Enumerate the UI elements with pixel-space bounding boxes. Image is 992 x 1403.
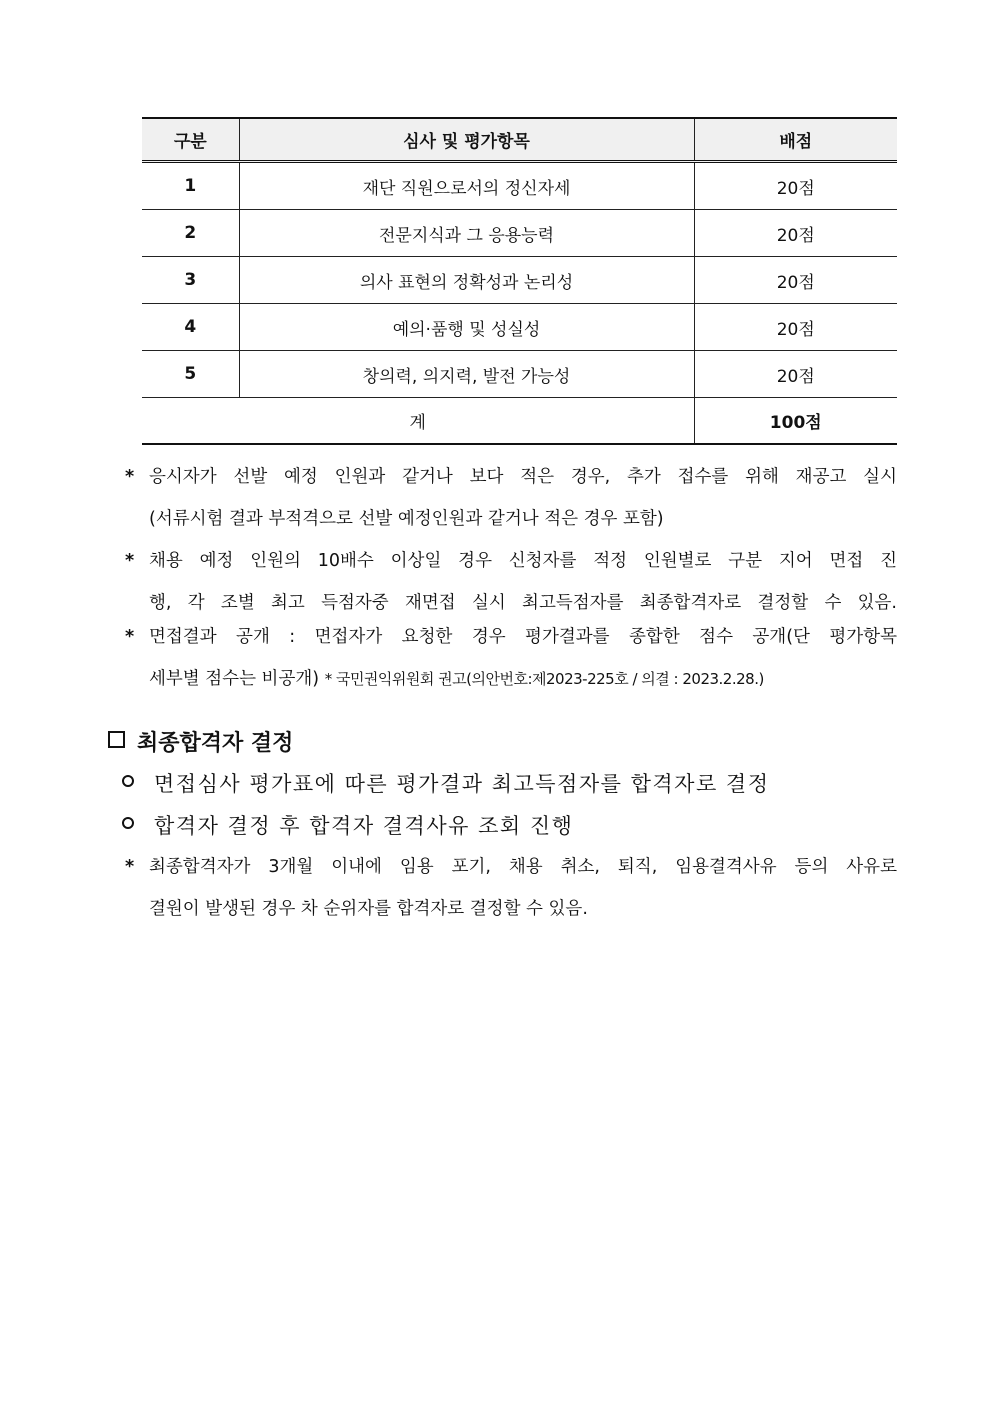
bullet-text: 면접심사 평가표에 따른 평가결과 최고득점자를 합격자로 결정 xyxy=(154,772,770,796)
note-asterisk: * xyxy=(125,467,135,487)
header-score: 배점 xyxy=(694,118,897,162)
table-row xyxy=(142,351,897,398)
bullet-item xyxy=(122,768,770,798)
circle-bullet-icon xyxy=(122,817,134,829)
row-score: 20점 xyxy=(694,162,897,210)
bullet-text: 합격자 결정 후 합격자 결격사유 조회 진행 xyxy=(154,814,574,838)
note-asterisk: * xyxy=(125,857,135,877)
evaluation-table xyxy=(142,117,897,445)
row-score: 20점 xyxy=(694,304,897,351)
checkbox-square-icon xyxy=(108,731,125,748)
row-item: 전문지식과 그 응용능력 xyxy=(239,210,694,257)
row-number: 2 xyxy=(142,210,239,257)
table-row xyxy=(142,210,897,257)
section-title: 최종합격자 결정 xyxy=(137,730,294,756)
row-item: 창의력, 의지력, 발전 가능성 xyxy=(239,351,694,398)
circle-bullet-icon xyxy=(122,775,134,787)
row-item: 예의·품행 및 성실성 xyxy=(239,304,694,351)
row-item: 의사 표현의 정확성과 논리성 xyxy=(239,257,694,304)
table-row xyxy=(142,257,897,304)
row-score: 20점 xyxy=(694,351,897,398)
table-row xyxy=(142,304,897,351)
note-line: (서류시험 결과 부적격으로 선발 예정인원과 같거나 적은 경우 포함) xyxy=(149,509,664,529)
row-number: 1 xyxy=(142,162,239,210)
note-line: 최종합격자가 3개월 이내에 임용 포기, 채용 취소, 퇴직, 임용결격사유 등의 사유로 xyxy=(149,857,897,877)
table-total-row xyxy=(142,398,897,445)
note-text: 세부별 점수는 비공개) xyxy=(149,669,320,689)
section-heading xyxy=(108,726,293,757)
row-number: 5 xyxy=(142,351,239,398)
bullet-item xyxy=(122,810,573,840)
note-line xyxy=(149,658,897,700)
row-item: 재단 직원으로서의 정신자세 xyxy=(239,162,694,210)
row-score: 20점 xyxy=(694,257,897,304)
note-line: 채용 예정 인원의 10배수 이상일 경우 신청자를 적정 인원별로 구분 지어 면접 진 xyxy=(149,551,897,571)
note-reannouncement xyxy=(125,456,897,540)
header-item: 심사 및 평가항목 xyxy=(239,118,694,162)
table-header-row xyxy=(142,118,897,162)
note-result-disclosure xyxy=(125,616,897,700)
note-line: 결원이 발생된 경우 차 순위자를 합격자로 결정할 수 있음. xyxy=(149,899,588,919)
note-line: 면접결과 공개 : 면접자가 요청한 경우 평가결과를 종합한 점수 공개(단 평가항목 xyxy=(149,627,897,647)
note-vacancy xyxy=(125,846,897,930)
total-label: 계 xyxy=(142,398,694,445)
header-category: 구분 xyxy=(142,118,239,162)
note-line: 행, 각 조별 최고 득점자중 재면접 실시 최고득점자를 최종합격자로 결정할 수 있음. xyxy=(149,593,897,613)
note-group-interview xyxy=(125,540,897,624)
note-asterisk: * xyxy=(125,627,135,647)
total-score: 100점 xyxy=(694,398,897,445)
note-line: 응시자가 선발 예정 인원과 같거나 보다 적은 경우, 추가 접수를 위해 재공고 실시 xyxy=(149,467,897,487)
table-row xyxy=(142,162,897,210)
note-reference: * 국민권익위원회 권고(의안번호:제2023-225호 / 의결 : 2023.2.28.) xyxy=(324,670,764,688)
row-number: 4 xyxy=(142,304,239,351)
row-score: 20점 xyxy=(694,210,897,257)
row-number: 3 xyxy=(142,257,239,304)
note-asterisk: * xyxy=(125,551,135,571)
